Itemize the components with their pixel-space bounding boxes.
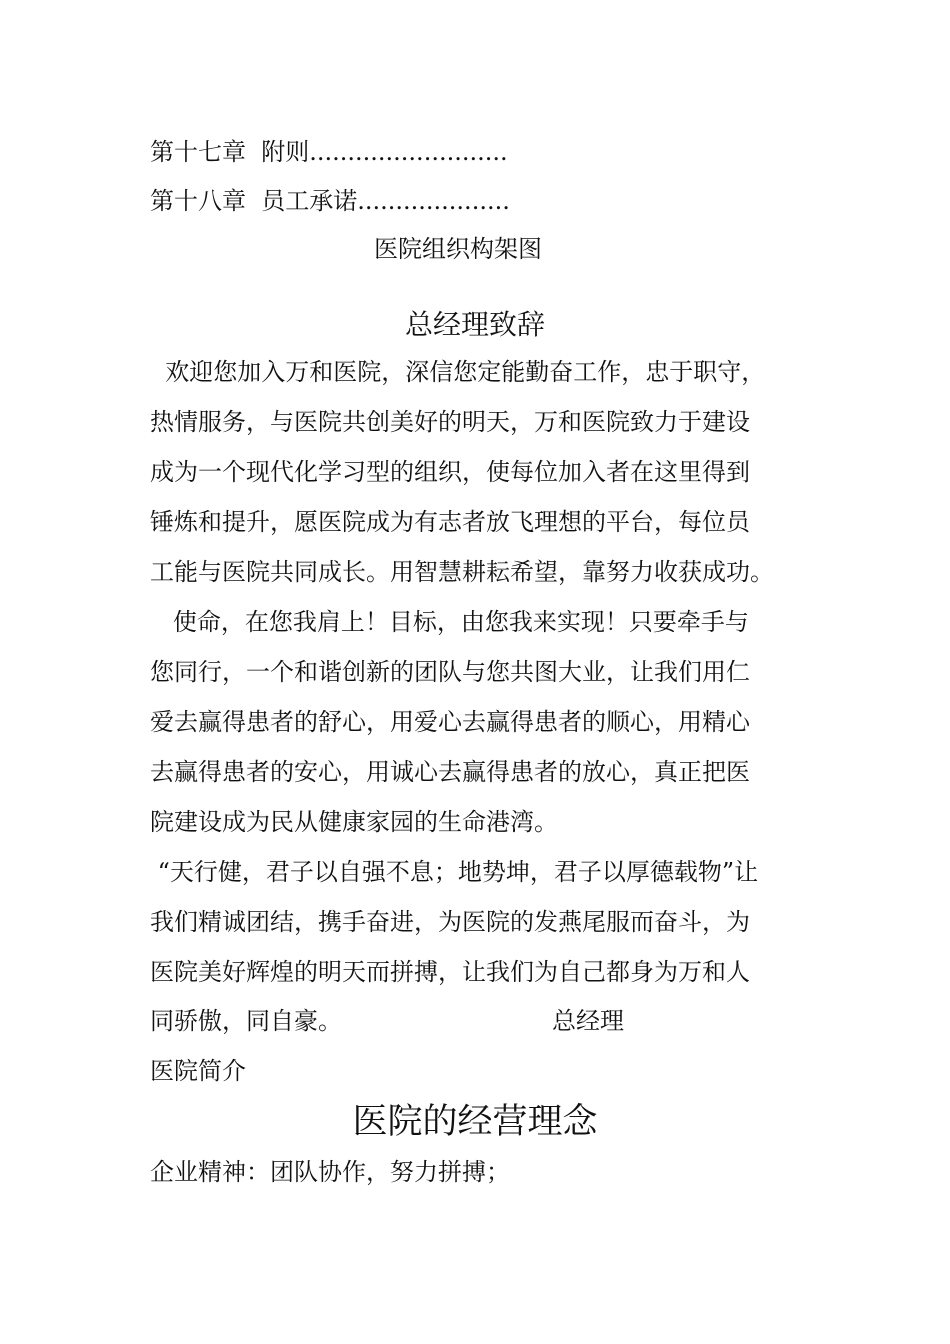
speech-line: 成为一个现代化学习型的组织，使每位加入者在这里得到 [150,458,750,486]
speech-line: 锤炼和提升，愿医院成为有志者放飞理想的平台，每位员 [150,508,750,536]
philosophy-heading: 医院的经营理念 [352,1102,598,1142]
enterprise-spirit: 企业精神：团队协作，努力拼搏； [150,1158,510,1186]
speech-line: 我们精诚团结，携手奋进，为医院的发燕尾服而奋斗，为 [150,908,750,936]
speech-line: 热情服务，与医院共创美好的明天，万和医院致力于建设 [150,408,750,436]
speech-line: 工能与医院共同成长。用智慧耕耘希望，靠努力收获成功。 [150,558,774,586]
speech-line: 欢迎您加入万和医院，深信您定能勤奋工作，忠于职守， [150,358,766,386]
speech-line: 医院美好辉煌的明天而拼搏，让我们为自己都身为万和人 [150,958,750,986]
speech-signature: 总经理 [552,1007,624,1035]
speech-line: 使命，在您我肩上！目标，由您我来实现！只要牵手与 [150,608,749,636]
speech-line: “天行健，君子以自强不息；地势坤，君子以厚德载物”让 [150,858,759,886]
speech-title: 总经理致辞 [404,308,545,341]
toc-item-chapter-17: 第十七章 附则.......................... [150,138,508,166]
speech-line: 您同行，一个和谐创新的团队与您共图大业，让我们用仁 [150,658,750,686]
speech-line: 爱去赢得患者的舒心，用爱心去赢得患者的顺心，用精心 [150,708,750,736]
org-chart-title: 医院组织构架图 [374,235,542,263]
speech-line: 去赢得患者的安心，用诚心去赢得患者的放心，真正把医 [150,758,750,786]
speech-line: 同骄傲，同自豪。 [150,1007,342,1035]
hospital-intro-label: 医院简介 [150,1057,246,1085]
toc-item-chapter-18: 第十八章 员工承诺.................... [150,187,510,215]
speech-line: 院建设成为民从健康家园的生命港湾。 [150,808,558,836]
